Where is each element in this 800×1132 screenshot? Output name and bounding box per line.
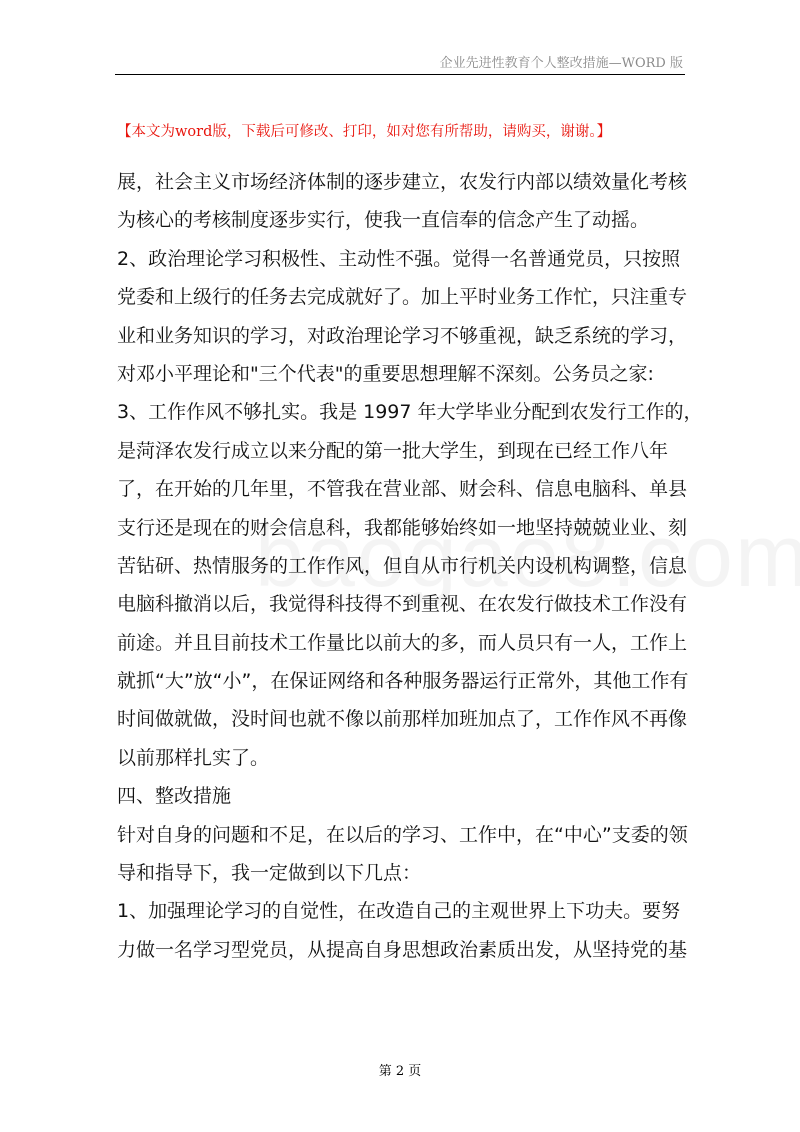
document-header-title: 企业先进性教育个人整改措施—WORD 版 bbox=[439, 56, 683, 71]
body-line: 电脑科撤消以后，我觉得科技得不到重视、在农发行做技术工作没有 bbox=[117, 593, 688, 616]
body-line: 2、政治理论学习积极性、主动性不强。觉得一名普通党员，只按照 bbox=[117, 247, 681, 270]
page-number: 第 2 页 bbox=[378, 1064, 422, 1079]
download-notice: 【本文为word版，下载后可修改、打印，如对您有所帮助，请购买，谢谢。】 bbox=[117, 124, 612, 140]
body-line: 3、工作作风不够扎实。我是 1997 年大学毕业分配到农发行工作的， bbox=[117, 401, 703, 424]
body-line: 针对自身的问题和不足，在以后的学习、工作中，在“中心”支委的领 bbox=[117, 823, 688, 846]
document-body bbox=[117, 163, 703, 969]
body-line: 为核心的考核制度逐步实行，使我一直信奉的信念产生了动摇。 bbox=[117, 209, 650, 232]
body-line: 苦钻研、热情服务的工作作风，但自从市行机关内设机构调整，信息 bbox=[117, 554, 688, 577]
body-line: 就抓“大”放“小”，在保证网络和各种服务器运行正常外，其他工作有 bbox=[117, 670, 689, 693]
body-line: 1、加强理论学习的自觉性，在改造自己的主观世界上下功夫。要努 bbox=[117, 900, 681, 923]
body-line: 展，社会主义市场经济体制的逐步建立，农发行内部以绩效量化考核 bbox=[117, 171, 688, 193]
header-divider bbox=[115, 74, 685, 75]
body-line: 了，在开始的几年里，不管我在营业部、财会科、信息电脑科、单县 bbox=[117, 478, 688, 501]
body-line: 党委和上级行的任务去完成就好了。加上平时业务工作忙，只注重专 bbox=[117, 286, 688, 309]
body-line: 对邓小平理论和"三个代表"的重要思想理解不深刻。公务员之家: bbox=[117, 362, 654, 385]
body-line: 是菏泽农发行成立以来分配的第一批大学生，到现在已经工作八年 bbox=[117, 439, 669, 462]
body-line: 力做一名学习型党员，从提高自身思想政治素质出发，从坚持党的基 bbox=[117, 938, 688, 961]
body-line: 业和业务知识的学习，对政治理论学习不够重视，缺乏系统的学习， bbox=[117, 324, 688, 347]
body-line: 支行还是现在的财会信息科，我都能够始终如一地坚持兢兢业业、刻 bbox=[117, 516, 688, 539]
body-line: 前途。并且目前技术工作量比以前大的多，而人员只有一人，工作上 bbox=[117, 631, 688, 654]
body-line: 以前那样扎实了。 bbox=[117, 746, 270, 769]
body-line: 导和指导下，我一定做到以下几点： bbox=[117, 862, 422, 885]
body-line: 时间做就做，没时间也就不像以前那样加班加点了，工作作风不再像 bbox=[117, 708, 688, 731]
section-heading: 四、整改措施 bbox=[117, 785, 232, 808]
